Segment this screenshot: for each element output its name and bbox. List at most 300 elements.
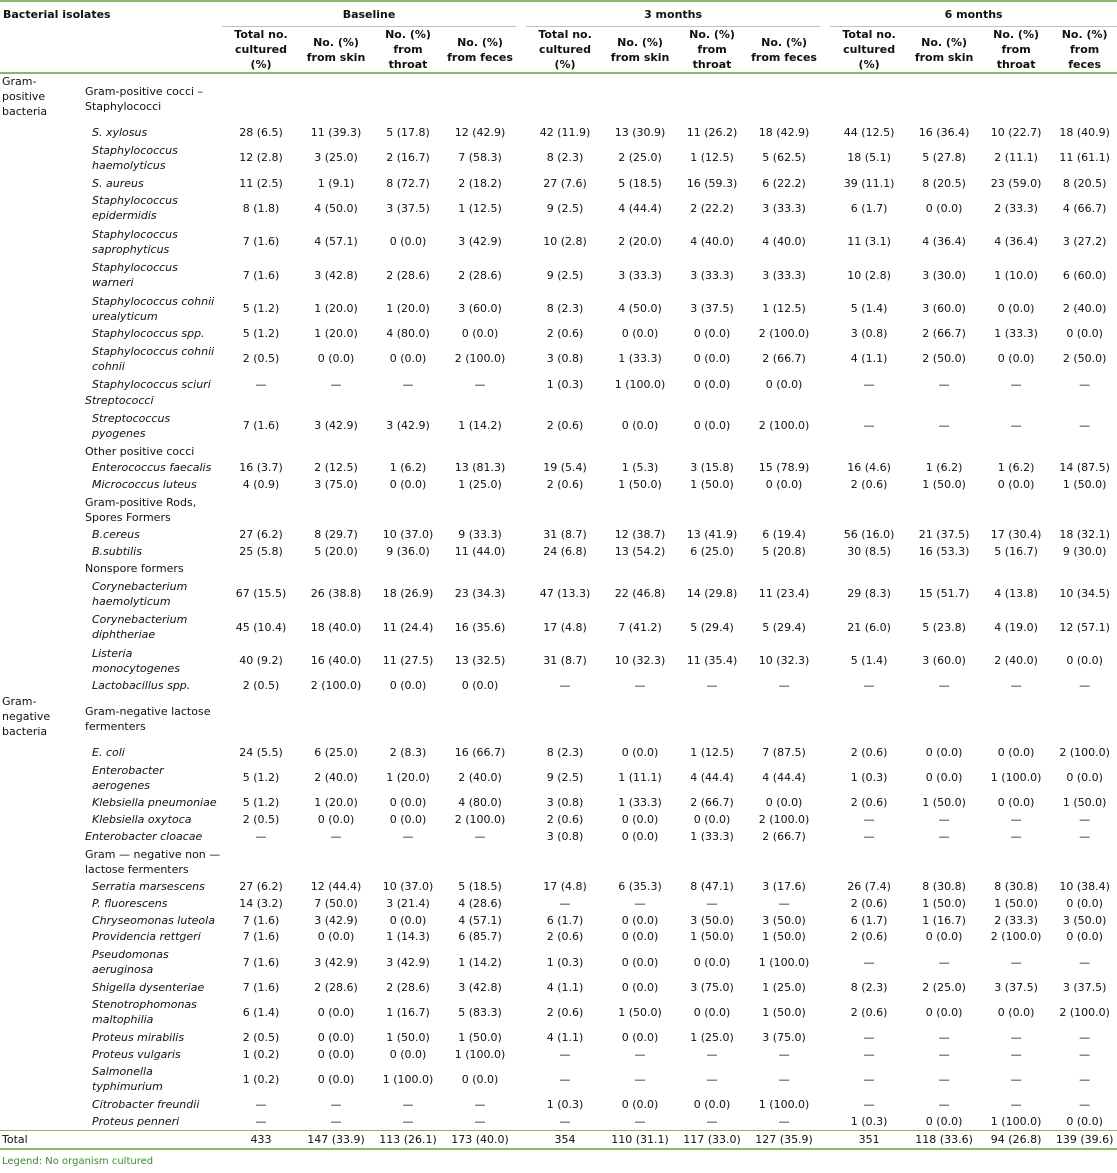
cell-value: — [1010, 955, 1022, 969]
cell-value: 1 (50.0) [1062, 796, 1107, 810]
total-value: 113 (26.1) [372, 1130, 444, 1149]
cell-value: 24 (5.5) [239, 746, 283, 760]
organism-name: Proteus mirabilis [92, 1031, 185, 1045]
cell-value: — [1010, 1072, 1022, 1086]
cell-value: 11 (2.5) [239, 176, 283, 190]
cell-value: 0 (0.0) [997, 302, 1035, 316]
total-value: 351 [830, 1130, 908, 1149]
col-header-6months-4: No. (%) from feces [1052, 27, 1117, 74]
col-header-3months-1: Total no. cultured (%) [526, 27, 604, 74]
cell-value: 0 (0.0) [693, 1098, 731, 1112]
cell-value: 4 (36.4) [922, 235, 966, 249]
cell-value: 2 (0.6) [546, 478, 584, 492]
table-row [0, 292, 1117, 326]
cell-value: 5 (17.8) [386, 126, 430, 140]
cell-value: 7 (58.3) [458, 151, 502, 165]
cell-value: 10 (22.7) [990, 126, 1042, 140]
organism-name: Staphylococcus cohnii cohnii [92, 344, 215, 373]
table-row [0, 1046, 1117, 1063]
cell-value: — [474, 829, 486, 843]
cell-value: 3 (0.8) [546, 796, 584, 810]
cell-value: 21 (37.5) [918, 528, 970, 542]
cell-value: 29 (8.3) [847, 587, 891, 601]
cell-value: 6 (19.4) [762, 528, 806, 542]
cell-value: — [706, 1047, 718, 1061]
cell-value: 1 (16.7) [922, 913, 966, 927]
cell-value: 9 (2.5) [546, 268, 584, 282]
cell-value: 0 (0.0) [317, 1072, 355, 1086]
cell-value: 6 (35.3) [618, 880, 662, 894]
cell-value: 17 (4.8) [543, 620, 587, 634]
cell-value: 11 (44.0) [454, 545, 506, 559]
cell-value: — [938, 813, 950, 827]
cell-value: 1 (50.0) [922, 478, 966, 492]
cell-value: 5 (29.4) [690, 620, 734, 634]
cell-value: 8 (47.1) [690, 880, 734, 894]
cell-value: 0 (0.0) [621, 419, 659, 433]
cell-value: — [938, 377, 950, 391]
cell-value: 13 (30.9) [614, 126, 666, 140]
table-row [0, 1113, 1117, 1130]
cell-value: — [863, 377, 875, 391]
cell-value: 19 (5.4) [543, 461, 587, 475]
cell-value: 7 (50.0) [314, 896, 358, 910]
cell-value: 4 (80.0) [386, 327, 430, 341]
cell-value: 8 (1.8) [242, 201, 280, 215]
cell-value: 3 (37.5) [386, 201, 430, 215]
cell-value: 11 (27.5) [382, 654, 434, 668]
cell-value: 13 (54.2) [614, 545, 666, 559]
col-header-baseline-4: No. (%) from feces [444, 27, 516, 74]
cell-value: — [863, 1098, 875, 1112]
cell-value: 2 (50.0) [922, 352, 966, 366]
table-row [0, 929, 1117, 946]
cell-value: 1 (50.0) [386, 1031, 430, 1045]
cell-value: 11 (23.4) [758, 587, 810, 601]
cell-value: 3 (17.6) [762, 880, 806, 894]
cell-value: 3 (60.0) [458, 302, 502, 316]
cell-value: 3 (42.8) [458, 980, 502, 994]
cell-value: — [402, 829, 414, 843]
cell-value: — [863, 1031, 875, 1045]
table-row [0, 342, 1117, 376]
cell-value: 9 (2.5) [546, 771, 584, 785]
cell-value: — [559, 1114, 571, 1128]
cell-value: 2 (0.6) [546, 1005, 584, 1019]
cell-value: 0 (0.0) [317, 1047, 355, 1061]
cell-value: 7 (1.6) [242, 913, 280, 927]
total-value: 433 [222, 1130, 300, 1149]
category-label [0, 560, 82, 577]
cell-value: 0 (0.0) [621, 930, 659, 944]
cell-value: 2 (100.0) [454, 813, 506, 827]
cell-value: 6 (85.7) [458, 930, 502, 944]
cell-value: 0 (0.0) [997, 796, 1035, 810]
cell-value: 0 (0.0) [693, 1005, 731, 1019]
group-row [0, 493, 1117, 527]
cell-value: 3 (50.0) [762, 913, 806, 927]
period-3months-header: 3 months [526, 1, 820, 27]
cell-value: — [559, 896, 571, 910]
cell-value: 3 (75.0) [314, 478, 358, 492]
cell-value: 0 (0.0) [997, 478, 1035, 492]
cell-value: 7 (1.6) [242, 419, 280, 433]
subgroup-text: Gram-negative lactose fermenters [85, 705, 211, 734]
cell-value: 2 (28.6) [458, 268, 502, 282]
table-row [0, 945, 1117, 979]
cell-value: — [1010, 813, 1022, 827]
cell-value: 1 (100.0) [382, 1072, 434, 1086]
cell-value: 0 (0.0) [1066, 327, 1103, 341]
cell-value: 3 (33.3) [762, 201, 806, 215]
cell-value: 2 (16.7) [386, 151, 430, 165]
organism-name: S. aureus [92, 176, 144, 190]
cell-value: — [1010, 1031, 1022, 1045]
subgroup-text: Other positive cocci [85, 444, 195, 458]
cell-value: 5 (1.4) [850, 302, 888, 316]
cell-value: 47 (13.3) [539, 587, 591, 601]
cell-value: 18 (32.1) [1059, 528, 1110, 542]
cell-value: 2 (0.6) [850, 796, 888, 810]
cell-value: — [634, 1072, 646, 1086]
cell-value: 1 (50.0) [1062, 478, 1107, 492]
cell-value: — [559, 1072, 571, 1086]
category-label: Gram-positive bacteria [2, 75, 48, 118]
cell-value: 1 (0.2) [242, 1047, 280, 1061]
cell-value: 1 (0.3) [850, 1114, 888, 1128]
cell-value: 0 (0.0) [621, 1098, 659, 1112]
cell-value: 0 (0.0) [389, 913, 427, 927]
cell-value: — [1010, 829, 1022, 843]
table-row [0, 895, 1117, 912]
organism-name: Streptococcus pyogenes [92, 411, 171, 440]
category-label: Gram-negative bacteria [2, 695, 51, 739]
cell-value: 17 (4.8) [543, 880, 587, 894]
cell-value: — [938, 955, 950, 969]
cell-value: 0 (0.0) [621, 980, 659, 994]
cell-value: 1 (33.3) [690, 829, 734, 843]
cell-value: 7 (41.2) [618, 620, 662, 634]
cell-value: 7 (1.6) [242, 235, 280, 249]
cell-value: 13 (41.9) [686, 528, 738, 542]
cell-value: 0 (0.0) [461, 1072, 499, 1086]
cell-value: 4 (44.4) [618, 201, 662, 215]
cell-value: 0 (0.0) [317, 930, 355, 944]
cell-value: 1 (12.5) [762, 302, 806, 316]
cell-value: — [938, 1098, 950, 1112]
organism-name: Proteus vulgaris [92, 1047, 181, 1061]
organism-name: Enterobacter cloacae [85, 829, 203, 843]
cell-value: 2 (11.1) [994, 151, 1038, 165]
cell-value: 2 (22.2) [690, 201, 734, 215]
cell-value: 5 (1.2) [242, 327, 280, 341]
cell-value: 0 (0.0) [997, 1005, 1035, 1019]
cell-value: 10 (34.5) [1059, 587, 1110, 601]
cell-value: 16 (53.3) [918, 545, 970, 559]
cell-value: 4 (13.8) [994, 587, 1038, 601]
cell-value: 5 (18.5) [458, 880, 502, 894]
cell-value: 3 (25.0) [314, 151, 358, 165]
total-label: Total [0, 1130, 222, 1149]
organism-name: P. fluorescens [92, 896, 168, 910]
cell-value: 0 (0.0) [389, 813, 427, 827]
cell-value: — [330, 1098, 342, 1112]
cell-value: 6 (1.7) [850, 913, 888, 927]
cell-value: — [938, 1031, 950, 1045]
cell-value: 2 (20.0) [618, 235, 662, 249]
subgroup-label [82, 73, 1117, 124]
cell-value: 18 (40.0) [310, 620, 362, 634]
cell-value: 9 (2.5) [546, 201, 584, 215]
table-row [0, 610, 1117, 644]
cell-value: 6 (25.0) [314, 746, 358, 760]
cell-value: 23 (34.3) [454, 587, 506, 601]
table-row [0, 325, 1117, 342]
organism-name: Providencia rettgeri [92, 930, 201, 944]
cell-value: 6 (60.0) [1062, 268, 1107, 282]
cell-value: 2 (0.6) [850, 1005, 888, 1019]
cell-value: 2 (33.3) [994, 913, 1038, 927]
cell-value: 24 (6.8) [543, 545, 587, 559]
cell-value: 2 (0.6) [850, 896, 888, 910]
cell-value: 0 (0.0) [389, 352, 427, 366]
cell-value: 1 (9.1) [317, 176, 355, 190]
total-value: 354 [526, 1130, 604, 1149]
col-header-6months-3: No. (%) from throat [980, 27, 1052, 74]
cell-value: 0 (0.0) [621, 913, 659, 927]
cell-value: 1 (12.5) [690, 746, 734, 760]
cell-value: 0 (0.0) [317, 1005, 355, 1019]
cell-value: 1 (100.0) [758, 1098, 810, 1112]
organism-name: Chryseomonas luteola [92, 913, 215, 927]
cell-value: — [634, 679, 646, 693]
cell-value: 2 (100.0) [758, 327, 810, 341]
cell-value: 1 (25.0) [690, 1031, 734, 1045]
cell-value: 3 (37.5) [690, 302, 734, 316]
cell-value: 10 (2.8) [847, 268, 891, 282]
cell-value: 1 (100.0) [990, 771, 1042, 785]
cell-value: 4 (50.0) [314, 201, 358, 215]
table-row [0, 124, 1117, 141]
cell-value: 1 (11.1) [618, 771, 662, 785]
cell-value: 2 (0.6) [546, 813, 584, 827]
cell-value: 4 (57.1) [314, 235, 358, 249]
cell-value: 5 (29.4) [762, 620, 806, 634]
cell-value: 1 (33.3) [618, 352, 662, 366]
cell-value: — [634, 1047, 646, 1061]
cell-value: 8 (2.3) [546, 746, 584, 760]
table-row [0, 577, 1117, 611]
cell-value: 1 (5.3) [621, 461, 659, 475]
cell-value: — [330, 829, 342, 843]
cell-value: 1 (0.3) [546, 1098, 584, 1112]
cell-value: — [778, 1114, 790, 1128]
cell-value: — [1079, 1047, 1091, 1061]
cell-value: — [706, 1114, 718, 1128]
cell-value: 11 (26.2) [686, 126, 738, 140]
cell-value: — [1010, 1047, 1022, 1061]
table-row [0, 979, 1117, 996]
cell-value: 2 (66.7) [690, 796, 734, 810]
cell-value: — [474, 1114, 486, 1128]
cell-value: 0 (0.0) [693, 352, 731, 366]
cell-value: 28 (6.5) [239, 126, 283, 140]
table-row [0, 258, 1117, 292]
cell-value: 0 (0.0) [389, 1047, 427, 1061]
cell-value: 0 (0.0) [621, 829, 659, 843]
cell-value: 11 (24.4) [382, 620, 434, 634]
organism-name: B.cereus [92, 528, 140, 542]
cell-value: 2 (40.0) [1062, 302, 1107, 316]
organism-name: Proteus penneri [92, 1114, 180, 1128]
cell-value: 1 (14.2) [458, 955, 502, 969]
cell-value: 5 (83.3) [458, 1005, 502, 1019]
cell-value: 12 (44.4) [310, 880, 362, 894]
cell-value: 0 (0.0) [317, 813, 355, 827]
header-row-columns [0, 27, 1117, 74]
cell-value: — [402, 1114, 414, 1128]
cell-value: 14 (3.2) [239, 896, 283, 910]
cell-value: 5 (1.2) [242, 771, 280, 785]
cell-value: 1 (50.0) [762, 1005, 806, 1019]
cell-value: — [863, 679, 875, 693]
cell-value: 0 (0.0) [925, 930, 963, 944]
table-row [0, 828, 1117, 845]
cell-value: 13 (32.5) [454, 654, 506, 668]
cell-value: 0 (0.0) [317, 1031, 355, 1045]
cell-value: 1 (50.0) [458, 1031, 502, 1045]
cell-value: — [474, 1098, 486, 1112]
organism-name: Staphylococcus epidermidis [92, 194, 178, 223]
total-value: 110 (31.1) [604, 1130, 676, 1149]
cell-value: 10 (38.4) [1059, 880, 1110, 894]
cell-value: 18 (5.1) [847, 151, 891, 165]
cell-value: 1 (100.0) [454, 1047, 506, 1061]
table-row [0, 744, 1117, 761]
table-row [0, 1096, 1117, 1113]
cell-value: 2 (0.6) [546, 419, 584, 433]
cell-value: 10 (32.3) [614, 654, 666, 668]
cell-value: 8 (20.5) [1062, 176, 1107, 190]
cell-value: — [706, 1072, 718, 1086]
cell-value: 0 (0.0) [925, 1005, 963, 1019]
cell-value: 0 (0.0) [693, 813, 731, 827]
cell-value: 2 (8.3) [389, 746, 427, 760]
cell-value: 2 (66.7) [762, 352, 806, 366]
cell-value: — [1079, 377, 1091, 391]
cell-value: 0 (0.0) [461, 679, 499, 693]
cell-value: — [778, 1072, 790, 1086]
cell-value: 2 (0.5) [242, 813, 280, 827]
cell-value: 1 (12.5) [690, 151, 734, 165]
group-row [0, 392, 1117, 409]
cell-value: 4 (44.4) [762, 771, 806, 785]
cell-value: 0 (0.0) [765, 377, 803, 391]
organism-name: B.subtilis [92, 545, 142, 559]
table-row [0, 543, 1117, 560]
cell-value: 16 (35.6) [454, 620, 506, 634]
cell-value: 5 (16.7) [994, 545, 1038, 559]
cell-value: 9 (30.0) [1062, 545, 1107, 559]
cell-value: 1 (14.2) [458, 419, 502, 433]
cell-value: — [1079, 1072, 1091, 1086]
cell-value: 10 (2.8) [543, 235, 587, 249]
organism-name: Staphylococcus warneri [92, 261, 178, 290]
cell-value: 4 (50.0) [618, 302, 662, 316]
cell-value: 2 (18.2) [458, 176, 502, 190]
cell-value: 1 (16.7) [386, 1005, 430, 1019]
cell-value: 3 (50.0) [1062, 913, 1107, 927]
subgroup-text: Streptococci [85, 394, 154, 408]
group-row [0, 694, 1117, 744]
cell-value: — [255, 377, 267, 391]
cell-value: 4 (36.4) [994, 235, 1038, 249]
cell-value: 1 (20.0) [314, 302, 358, 316]
total-value: 117 (33.0) [676, 1130, 748, 1149]
cell-value: 2 (100.0) [990, 930, 1042, 944]
cell-value: 2 (0.6) [850, 930, 888, 944]
subgroup-text: Nonspore formers [85, 561, 184, 575]
cell-value: 2 (40.0) [994, 654, 1038, 668]
cell-value: 18 (26.9) [382, 587, 434, 601]
table-row [0, 644, 1117, 678]
category-label [0, 845, 82, 879]
cell-value: 5 (23.8) [922, 620, 966, 634]
cell-value: 2 (100.0) [454, 352, 506, 366]
total-value: 147 (33.9) [300, 1130, 372, 1149]
cell-value: 1 (100.0) [990, 1114, 1042, 1128]
cell-value: 5 (18.5) [618, 176, 662, 190]
cell-value: 2 (33.3) [994, 201, 1038, 215]
cell-value: 30 (8.5) [847, 545, 891, 559]
cell-value: 2 (0.6) [546, 930, 584, 944]
cell-value: 7 (1.6) [242, 268, 280, 282]
cell-value: 2 (50.0) [1062, 352, 1107, 366]
organism-name: Corynebacterium haemolyticum [92, 579, 188, 608]
cell-value: 16 (66.7) [454, 746, 506, 760]
cell-value: 1 (20.0) [386, 302, 430, 316]
col-header-baseline-2: No. (%) from skin [300, 27, 372, 74]
cell-value: 5 (1.2) [242, 796, 280, 810]
table-row [0, 460, 1117, 477]
cell-value: 2 (0.6) [546, 327, 584, 341]
cell-value: 3 (33.3) [762, 268, 806, 282]
cell-value: 11 (3.1) [847, 235, 891, 249]
cell-value: — [863, 1072, 875, 1086]
cell-value: 3 (27.2) [1062, 235, 1107, 249]
cell-value: 4 (1.1) [850, 352, 888, 366]
cell-value: 4 (40.0) [690, 235, 734, 249]
cell-value: — [255, 1114, 267, 1128]
table-row [0, 912, 1117, 929]
cell-value: 31 (8.7) [543, 528, 587, 542]
cell-value: 21 (6.0) [847, 620, 891, 634]
cell-value: 8 (30.8) [994, 880, 1038, 894]
organism-name: Staphylococcus cohnii urealyticum [92, 294, 215, 323]
cell-value: — [402, 1098, 414, 1112]
organism-name: Klebsiella pneumoniae [92, 796, 217, 810]
cell-value: 7 (1.6) [242, 955, 280, 969]
cell-value: — [938, 1047, 950, 1061]
cell-value: — [778, 896, 790, 910]
organism-name: Staphylococcus saprophyticus [92, 227, 178, 256]
cell-value: 1 (6.2) [997, 461, 1035, 475]
cell-value: — [330, 1114, 342, 1128]
cell-value: 1 (100.0) [614, 377, 666, 391]
cell-value: 3 (50.0) [690, 913, 734, 927]
cell-value: 2 (40.0) [314, 771, 358, 785]
cell-value: 1 (0.3) [546, 955, 584, 969]
